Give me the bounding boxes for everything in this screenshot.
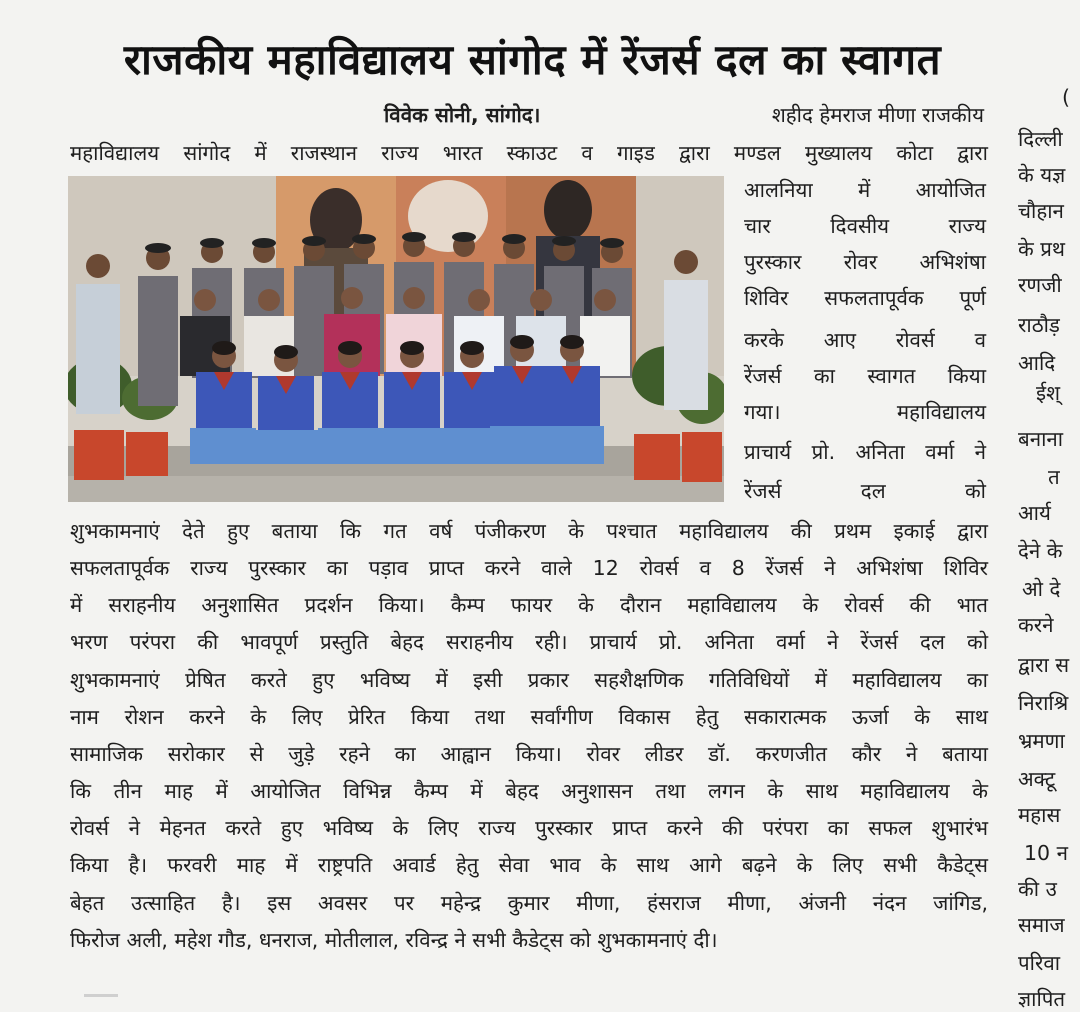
- footer-mark: [84, 994, 118, 997]
- adjacent-line: अक्टू: [1018, 767, 1056, 791]
- headline: राजकीय महाविद्यालय सांगोद में रेंजर्स दल का स्वागत: [123, 35, 942, 84]
- adjacent-line: महास: [1018, 803, 1061, 827]
- article-line: रेंजर्स का स्वागत किया: [744, 364, 986, 388]
- article-line: गया। महाविद्यालय: [744, 400, 986, 424]
- article-line: आलनिया में आयोजित: [744, 178, 986, 202]
- article-line: प्राचार्य प्रो. अनिता वर्मा ने: [744, 440, 986, 464]
- article-line: नाम रोशन करने के लिए प्रेरित किया तथा सर्वांगीण विकास हेतु सकारात्मक ऊर्जा के साथ: [70, 705, 988, 729]
- adjacent-line: की उ: [1018, 877, 1057, 901]
- article-line: पुरस्कार रोवर अभिशंषा: [744, 250, 986, 274]
- adjacent-line: त: [1048, 465, 1060, 489]
- adjacent-line: परिवा: [1018, 951, 1061, 975]
- adjacent-line: निराश्रि: [1018, 691, 1069, 715]
- adjacent-line: द्वारा स: [1018, 653, 1070, 677]
- adjacent-line: समाज: [1018, 913, 1065, 937]
- article-line: महाविद्यालय सांगोद में राजस्थान राज्य भारत स्काउट व गाइड द्वारा मण्डल मुख्यालय कोटा द्वारा: [70, 141, 988, 165]
- group-photo-image: [68, 176, 724, 502]
- adjacent-line: करने: [1018, 613, 1054, 637]
- article-line: शुभकामनाएं देते हुए बताया कि गत वर्ष पंजीकरण के पश्चात महाविद्यालय की प्रथम इकाई द्वारा: [70, 519, 988, 543]
- adjacent-line: के यज्ञ: [1018, 163, 1066, 187]
- article-line: शहीद हेमराज मीणा राजकीय: [771, 103, 984, 127]
- article-line: सामाजिक सरोकार से जुड़े रहने का आह्वान किया। रोवर लीडर डॉ. करणजीत कौर ने बताया: [70, 742, 988, 766]
- byline-line: [384, 100, 984, 130]
- article-line: कि तीन माह में आयोजित विभिन्न कैम्प में बेहद अनुशासन तथा लगन के साथ महाविद्यालय के: [70, 779, 988, 803]
- article-line: भरण परंपरा की भावपूर्ण प्रस्तुति बेहद सराहनीय रही। प्राचार्य प्रो. अनिता वर्मा ने रेंजर्स दल को: [70, 630, 988, 654]
- adjacent-line: के प्रथ: [1018, 237, 1066, 261]
- group-photo: [68, 176, 724, 502]
- article-line: रोवर्स ने मेहनत करते हुए भविष्य के लिए राज्य पुरस्कार प्राप्त करने की परंपरा का सफल शुभारंभ: [70, 816, 988, 840]
- adjacent-column: [1018, 0, 1080, 1012]
- adjacent-line: ओ दे: [1022, 577, 1061, 601]
- adjacent-line: आर्य: [1018, 501, 1051, 525]
- adjacent-line: दिल्ली: [1018, 127, 1063, 151]
- article-line: फिरोज अली, महेश गौड, धनराज, मोतीलाल, रविन्द्र ने सभी कैडेट्स को शुभकामनाएं दी।: [70, 928, 718, 952]
- article-line: रेंजर्स दल को: [744, 479, 986, 503]
- article-line: में सराहनीय अनुशासित प्रदर्शन किया। कैम्प फायर के दौरान महाविद्यालय के रोवर्स की भात: [70, 593, 988, 617]
- adjacent-line: देने के: [1018, 539, 1063, 563]
- article-line: शिविर सफलतापूर्वक पूर्ण: [744, 286, 986, 310]
- adjacent-line: रणजी: [1018, 273, 1062, 297]
- adjacent-line: चौहान: [1018, 199, 1064, 223]
- adjacent-line: 10 न: [1024, 841, 1068, 865]
- adjacent-line: भ्रमणा: [1018, 729, 1065, 753]
- adjacent-line: ज्ञापित: [1018, 987, 1066, 1011]
- adjacent-line: (: [1062, 85, 1070, 109]
- article-line: करके आए रोवर्स व: [744, 328, 986, 352]
- byline: विवेक सोनी, सांगोद।: [384, 103, 541, 127]
- adjacent-line: बनाना: [1018, 427, 1064, 451]
- article-line: चार दिवसीय राज्य: [744, 214, 986, 238]
- article-line: शुभकामनाएं प्रेषित करते हुए भविष्य में इसी प्रकार सहशैक्षणिक गतिविधियों में महाविद्यालय का: [70, 668, 988, 692]
- adjacent-line: ईश्: [1036, 381, 1061, 405]
- article-line: सफलतापूर्वक राज्य पुरस्कार का पड़ाव प्राप्त करने वाले 12 रोवर्स व 8 रेंजर्स ने अभिशंषा शिविर: [70, 556, 988, 580]
- article-line: किया है। फरवरी माह में राष्ट्रपति अवार्ड हेतु सेवा भाव के साथ आगे बढ़ने के लिए सभी कैडेट्स: [70, 853, 988, 877]
- article-line: बेहत उत्साहित है। इस अवसर पर महेन्द्र कुमार मीणा, हंसराज मीणा, अंजनी नंदन जांगिड,: [70, 891, 988, 915]
- adjacent-line: राठौड़: [1018, 313, 1060, 337]
- adjacent-line: आदि: [1018, 351, 1056, 375]
